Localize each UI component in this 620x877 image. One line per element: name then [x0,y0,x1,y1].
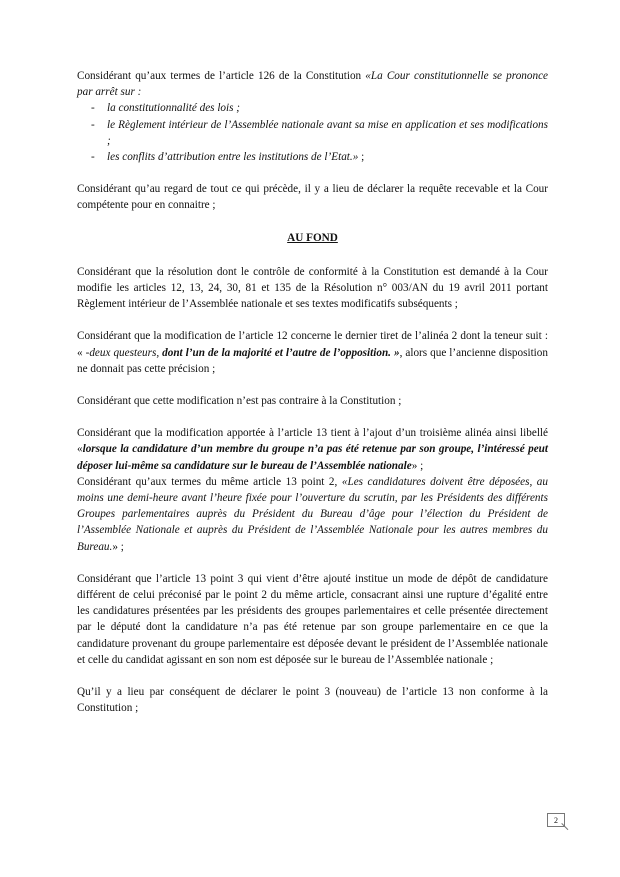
paragraph-non-conforme: Qu’il y a lieu par conséquent de déclarer le point 3 (nouveau) de l’article 13 non conforme à la Constitution ; [77,686,548,715]
emphasis-text: lorsque la candidature d’un membre du groupe n’a pas été retenue par son groupe, l’intéressé peut déposer lui-même sa candidature sur le bureau de l’Assemblée nationale [77,443,548,472]
paragraph-resolution: Considérant que la résolution dont le contrôle de conformité à la Constitution est demandé à la Cour modifie les articles 12, 13, 24, 30, 81 et 135 de la Résolution n° 003/AN du 19 avril 2011 portant Règlement intérieur de l’Assemblée nationale et ses textes modificatifs subséquents ; [77,265,548,311]
paragraph-text: » ; [411,459,424,472]
quote-text: «Les candidatures doivent être déposées, au moins une demi-heure avant l’heure fixée pour l’ouverture du scrutin, par les Présidents des différents Groupes parlementaires auprès du Président du Bureau d’âge pour l’élection du Président de l’Assemblée Nationale et auprès du Président de l’Assemblée Nationale pour les autres membres du Bureau. [77,475,548,553]
paragraph-text: Considérant qu’aux termes du même article 13 point 2, [77,475,342,488]
paragraph-text: Considérant que la modification apportée à l’article 13 tient à l’ajout d’un troisième alinéa ainsi libellé « [77,427,548,456]
emphasis-text: » [390,346,400,359]
paragraph-article-13-point-3: Considérant que l’article 13 point 3 qui vient d’être ajouté institue un mode de dépôt de candidature différent de celui préconisé par le point 2 du même article, consacrant ainsi une rupture d’égalité entre les candidatures présentées par les présidents des groupes parlementaires et celle présentée directement par le député dont la candidature n’a pas été retenue par son groupe parlementaire en ce que la candidature provenant du groupe parlementaire est déposée devant le président de l’Assemblée nationale et celle du candidat agissant en son nom est déposée sur le bureau de l’Assemblée nationale ; [77,572,548,666]
paragraph-modification-conforme: Considérant que cette modification n’est pas contraire à la Constitution ; [77,395,402,408]
paragraph-text: Considérant qu’aux termes de l’article 126 de la Constitution [77,70,366,82]
section-heading-au-fond: AU FOND [287,231,338,244]
paragraph-article-13-point-2 [77,474,548,555]
list-item-end: ; [358,151,365,164]
quote-text: deux questeurs, [89,346,163,359]
article-126-list [77,100,548,165]
paragraph-text: , alors que l’ancienne disposition ne donnait pas cette précision ; [77,346,548,375]
quote-text: «La Cour constitutionnelle se prononce par arrêt sur : [77,70,548,99]
list-item [77,149,548,165]
paragraph-text: » ; [112,540,124,553]
paragraph-text: Considérant que la modification de l’article 12 concerne le dernier tiret de l’alinéa 2 dont la teneur suit : « - [77,330,548,359]
list-item: - le Règlement intérieur de l’Assemblée nationale avant sa mise en application et ses modifications ; [77,117,548,149]
list-item: - la constitutionnalité des lois ; [77,100,548,116]
list-item-text: les conflits d’attribution entre les institutions de l’Etat.» [107,151,359,164]
paragraph-recevable: Considérant qu’au regard de tout ce qui précède, il y a lieu de déclarer la requête recevable et la Cour compétente pour en connaitre ; [77,183,548,212]
page-number: 2 [547,813,565,827]
paragraph-article-12 [77,328,548,377]
paragraph-article-13-ajout [77,425,548,474]
emphasis-text: dont l’un de la majorité et l’autre de l’opposition. [162,346,391,359]
paragraph-article-126 [77,68,548,100]
